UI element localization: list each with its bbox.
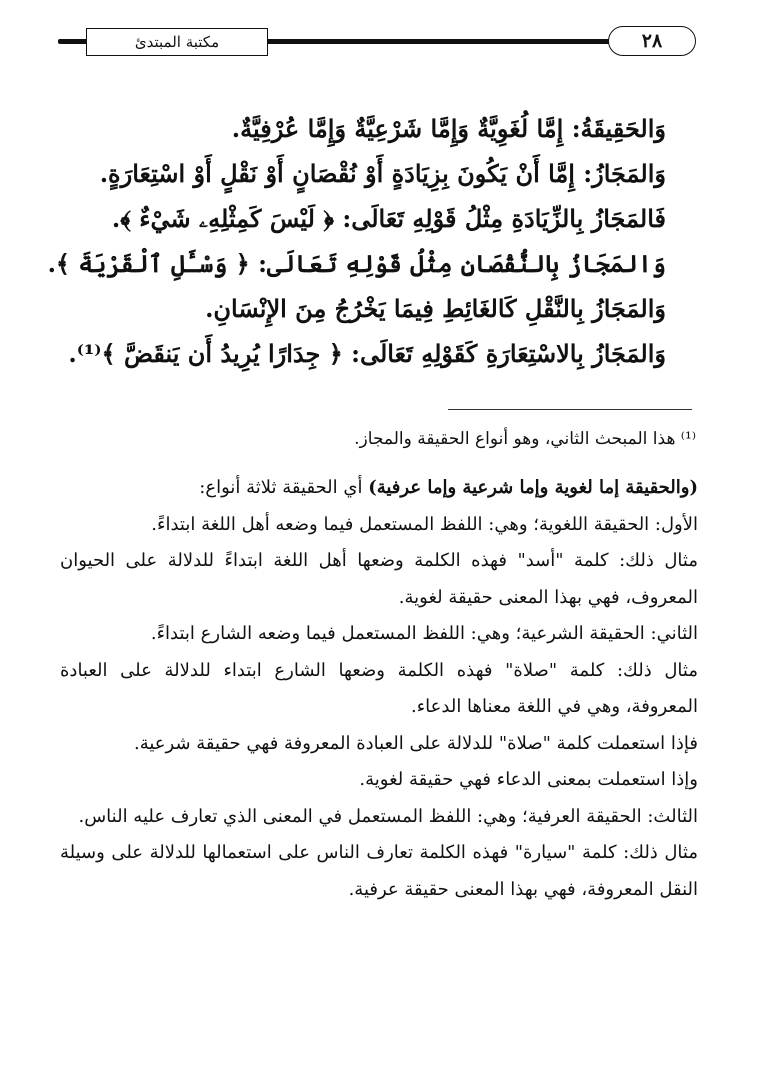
verse-line: فَالمَجَازُ بِالزِّيَادَةِ مِثْلُ قَوْلِهِ تَعَالَى: ﴿ لَيْسَ كَمِثْلِهِۦ شَيْءٌ ﴾. bbox=[111, 204, 666, 233]
verse-line: وَالمَجَازُ بِالاسْتِعَارَةِ كَقَوْلِهِ تَعَالَى: ﴿ جِدَارًا يُرِيدُ أَن يَنقَضَّ ﴾⁽¹⁾. bbox=[68, 339, 666, 368]
paragraph: الأول: الحقيقة اللغوية؛ وهي: اللفظ المستعمل فيما وضعه أهل اللغة ابتداءً. bbox=[151, 513, 698, 535]
verse-line: وَالحَقِيقَةُ: إِمَّا لُغَوِيَّةٌ وَإِمَّا شَرْعِيَّةٌ وَإِمَّا عُرْفِيَّةٌ. bbox=[231, 114, 666, 143]
paragraph: فإذا استعملت كلمة "صلاة" للدلالة على العبادة المعروفة فهي حقيقة شرعية. bbox=[133, 732, 698, 754]
footnote: ⁽¹⁾ هذا المبحث الثاني، وهو أنواع الحقيقة والمجاز. bbox=[354, 429, 696, 449]
poem-verses bbox=[47, 106, 666, 376]
paragraph: الثالث: الحقيقة العرفية؛ وهي: اللفظ المستعمل في المعنى الذي تعارف عليه الناس. bbox=[78, 805, 698, 827]
running-title: مكتبة المبتدئ bbox=[134, 33, 220, 51]
page-header bbox=[58, 26, 694, 58]
paragraph: مثال ذلك: كلمة "سيارة" فهذه الكلمة تعارف الناس على استعمالها للدلالة على وسيلة النقل المعروفة، فهي بهذا المعنى حقيقة عرفية. bbox=[60, 842, 698, 900]
paragraph: وإذا استعملت بمعنى الدعاء فهي حقيقة لغوية. bbox=[359, 769, 698, 790]
footnote-separator bbox=[448, 409, 692, 410]
verse-line: وَالمَجَازُ بِالنَّقْلِ كَالغَائِطِ فِيمَا يَخْرُجُ مِنَ الإِنْسَانِ. bbox=[205, 294, 666, 323]
paragraph: مثال ذلك: كلمة "صلاة" فهذه الكلمة وضعها الشارع ابتداء للدلالة على العبادة المعروفة، وهي في اللغة معناها الدعاء. bbox=[60, 659, 698, 717]
intro-rest: أي الحقيقة ثلاثة أنواع: bbox=[199, 477, 369, 498]
verse-line: وَالمَجَازُ بِالنُّقْصَانِ مِثْلُ قَوْلِهِ تَعَالَى: ﴿ وَسْـَٔلِ ٱلْقَرْيَةَ ﴾. bbox=[47, 249, 666, 278]
paragraph: مثال ذلك: كلمة "أسد" فهذه الكلمة وضعها أهل اللغة ابتداءً للدلالة على الحيوان المعروف، فهي بهذا المعنى حقيقة لغوية. bbox=[60, 550, 698, 608]
running-title-box bbox=[86, 28, 268, 56]
paragraph: الثاني: الحقيقة الشرعية؛ وهي: اللفظ المستعمل فيما وضعه الشارع ابتداءً. bbox=[150, 623, 698, 644]
page-number: ٢٨ bbox=[641, 30, 663, 52]
page-number-box bbox=[608, 26, 696, 56]
explanation-text bbox=[60, 470, 698, 908]
intro-bold: (والحقيقة إما لغوية وإما شرعية وإما عرفية) bbox=[368, 477, 698, 498]
verse-line: وَالمَجَازُ: إِمَّا أَنْ يَكُونَ بِزِيَادَةٍ أَوْ نُقْصَانٍ أَوْ نَقْلٍ أَوْ اسْتِعَارَةٍ. bbox=[99, 159, 666, 188]
explanation-intro bbox=[60, 470, 698, 507]
